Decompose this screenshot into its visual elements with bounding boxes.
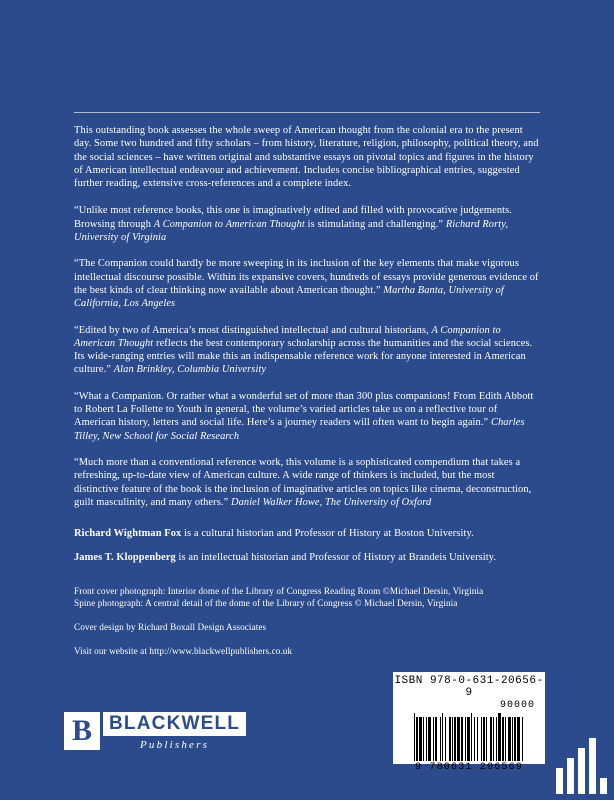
price-code: 90000 (499, 700, 535, 711)
top-divider (74, 112, 540, 113)
quote-2-attribution: Martha Banta, University of California, Los Angeles (74, 284, 504, 310)
review-quote-1 (74, 204, 540, 244)
isbn-text: ISBN 978-0-631-20656-9 (394, 675, 544, 699)
editor-2-description: is an intellectual historian and Professor of History at Brandeis University. (175, 552, 497, 564)
blackwell-b-mark: B (64, 712, 100, 750)
publisher-tagline: Publishers (140, 739, 210, 751)
quote-1-attribution: Richard Rorty, University of Virginia (74, 218, 509, 244)
quote-1-text-pre: “Unlike most reference books, this one is imaginatively edited and filled with provocative judgements. Browsing through (74, 205, 512, 230)
book-description: This outstanding book assesses the whole sweep of American thought from the colonial era to the present day. Some two hundred and fifty scholars – from history, literature, religion, philosophy, political theory, and the social sciences – have written original and substantive essays on pivotal topics and figures in the history of American intellectual endeavour and achievement. Includes concise bibliographical entries, suggested further reading, extensive cross-references and a complete index. (74, 125, 539, 190)
credits-block (74, 585, 540, 657)
editor-1-name: Richard Wightman Fox (74, 528, 182, 540)
publisher-logo-text (103, 712, 246, 751)
editor-2-name: James T. Kloppenberg (74, 552, 176, 564)
editor-bio-2 (74, 551, 540, 564)
quote-2-text-pre: “The Companion could hardly be more sweeping in its inclusion of the key elements that make vigorous intellectual discourse possible. Within its expansive covers, hundreds of essays provide generous evidence of the best kinds of clear thinking now available about American thought.” (74, 258, 539, 296)
website-link[interactable]: Visit our website at http://www.blackwellpublishers.co.uk (74, 645, 293, 656)
review-quote-3 (74, 324, 540, 377)
corner-decoration-icon (554, 734, 610, 796)
publisher-logo (64, 712, 246, 751)
spine-credit: Spine photograph: A central detail of the dome of the Library of Congress © Michael Dersin, Virginia (74, 597, 458, 608)
review-quote-5 (74, 456, 540, 509)
quote-4-attribution: Charles Tilley, New School for Social Research (74, 417, 525, 442)
quote-1-title: A Companion to American Thought (153, 218, 305, 230)
quote-5-text-pre: “Much more than a conventional reference work, this volume is a sophisticated compendium that takes a refreshing, up-to-date view of American culture. A wide range of thinkers is included, but the most distinctive feature of the book is the inclusion of imaginative articles on topics like cinema, deconstruction, guilt masculinity, and many others.” (74, 456, 532, 508)
cover-design-credit: Cover design by Richard Boxall Design Associates (74, 621, 267, 632)
editor-bio-1 (74, 527, 540, 540)
quote-3-text-post: reflects the best contemporary scholarship across the humanities and the social sciences. Its wide-ranging entries will make this an indispensable reference work for anyone interested in American culture.” (74, 337, 533, 376)
quote-1-text-post: is stimulating and challenging.” (304, 218, 446, 230)
barcode-bars (393, 713, 545, 761)
quote-3-text-pre: “Edited by two of America’s most distinguished intellectual and cultural historians, (74, 324, 432, 336)
review-quote-2 (74, 257, 540, 310)
publisher-name: BLACKWELL (103, 712, 246, 736)
front-cover-credit: Front cover photograph: Interior dome of the Library of Congress Reading Room ©Michael Dersin, Virginia (74, 585, 484, 596)
editor-1-description: is a cultural historian and Professor of History at Boston University. (181, 528, 474, 540)
quote-4-text-pre: “What a Companion. Or rather what a wonderful set of more than 300 plus companions! From Edith Abbott to Robert La Follette to Youth in general, the volume’s varied articles take us on a reflective tour of American history, letters and social life. Here’s a journey readers will often want to begin again.” (74, 390, 534, 429)
quote-3-attribution: Alan Brinkley, Columbia University (113, 364, 267, 376)
price-code-row (393, 700, 545, 711)
review-quote-4 (74, 390, 540, 443)
quote-5-attribution: Daniel Walker Howe, The University of Oxford (230, 496, 432, 508)
ean-digits: 9 780631 206569 (414, 762, 523, 773)
back-cover-content (74, 124, 540, 657)
barcode-block (393, 672, 545, 773)
quote-3-title: A Companion to American Thought (74, 324, 501, 349)
